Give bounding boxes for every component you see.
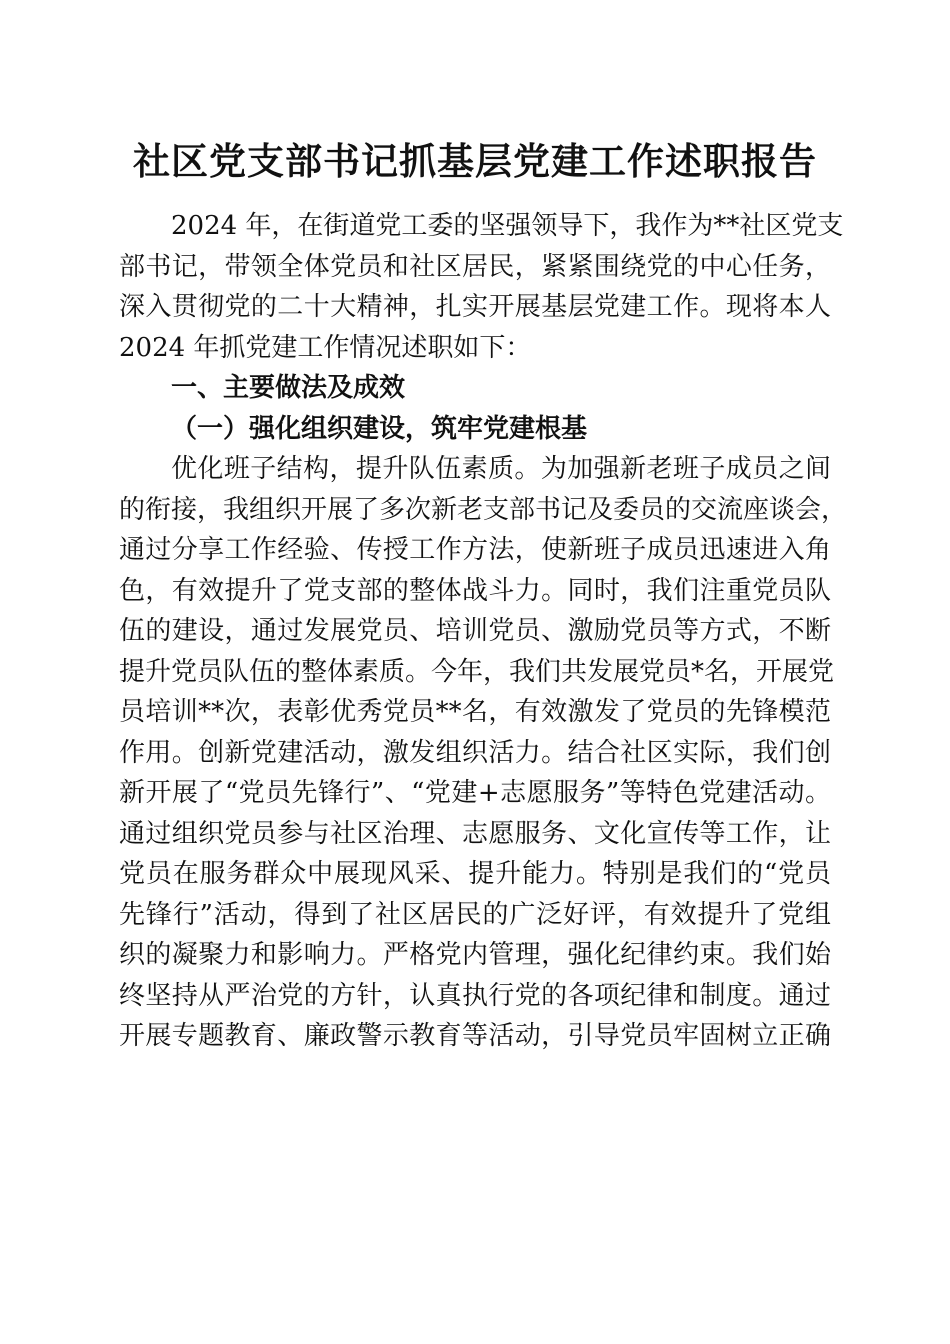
document-title: 社区党支部书记抓基层党建工作述职报告: [133, 139, 817, 183]
section-heading: 一、主要做法及成效: [171, 373, 406, 403]
paragraph-line: 深入贯彻党的二十大精神，扎实开展基层党建工作。现将本人: [119, 292, 831, 322]
paragraph-line: 2024 年抓党建工作情况述职如下：: [119, 332, 532, 363]
document-body: [119, 206, 848, 1057]
paragraph-line: 终坚持从严治党的方针，认真执行党的各项纪律和制度。通过: [119, 980, 831, 1011]
subsection-heading: （一）强化组织建设，筑牢党建根基: [171, 413, 588, 444]
paragraph-line: 伍的建设，通过发展党员、培训党员、激励党员等方式，不断: [119, 616, 831, 646]
paragraph-line: 色，有效提升了党支部的整体战斗力。同时，我们注重党员队: [119, 575, 831, 606]
paragraph-line: 开展专题教育、廉政警示教育等活动，引导党员牢固树立正确: [119, 1021, 831, 1051]
paragraph-line: 2024 年，在街道党工委的坚强领导下，我作为**社区党支: [171, 211, 844, 241]
paragraph-line: 新开展了“党员先锋行”、“党建+志愿服务”等特色党建活动。: [119, 778, 831, 808]
paragraph-line: 织的凝聚力和影响力。严格党内管理，强化纪律约束。我们始: [119, 940, 831, 970]
paragraph-line: 通过分享工作经验、传授工作方法，使新班子成员迅速进入角: [119, 535, 831, 565]
paragraph-line: 通过组织党员参与社区治理、志愿服务、文化宣传等工作，让: [119, 818, 831, 849]
paragraph-line: 员培训**次，表彰优秀党员**名，有效激发了党员的先锋模范: [119, 697, 831, 727]
paragraph-line: 党员在服务群众中展现风采、提升能力。特别是我们的“党员: [119, 859, 831, 889]
paragraph-line: 作用。创新党建活动，激发组织活力。结合社区实际，我们创: [119, 737, 831, 768]
paragraph-line: 先锋行”活动，得到了社区居民的广泛好评，有效提升了党组: [119, 899, 831, 930]
paragraph-line: 部书记，带领全体党员和社区居民，紧紧围绕党的中心任务，: [119, 251, 831, 282]
paragraph-line: 优化班子结构，提升队伍素质。为加强新老班子成员之间: [171, 454, 831, 484]
paragraph-line: 的衔接，我组织开展了多次新老支部书记及委员的交流座谈会，: [119, 494, 848, 525]
paragraph-line: 提升党员队伍的整体素质。今年，我们共发展党员*名，开展党: [119, 656, 835, 687]
